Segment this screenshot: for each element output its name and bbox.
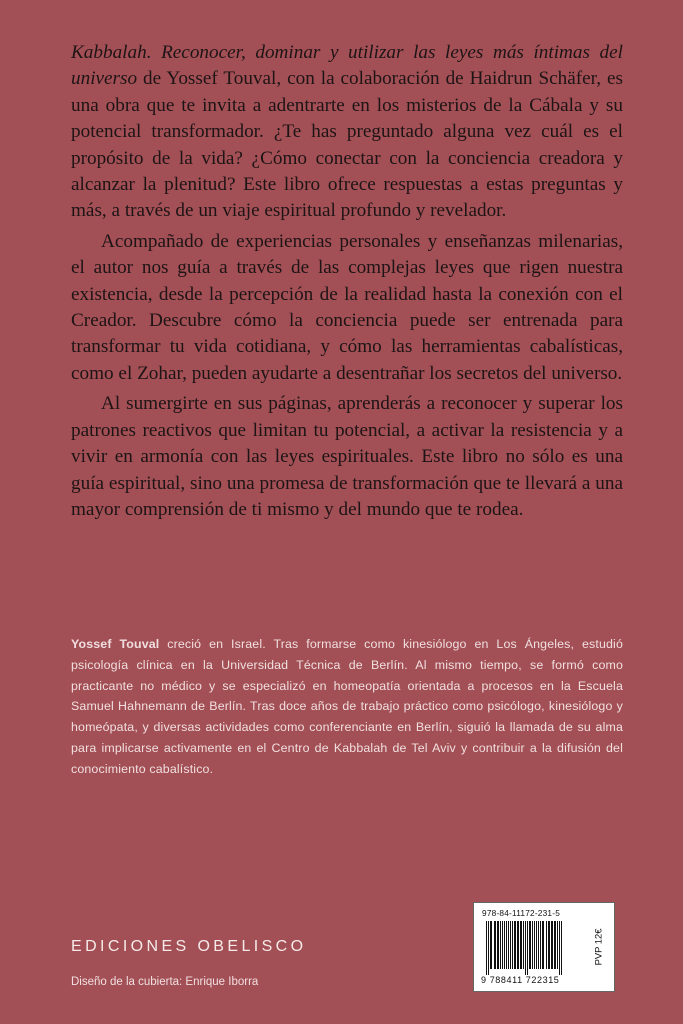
- book-title: Kabbalah. Reconocer, dominar y utilizar las leyes más íntimas del universo: [71, 42, 623, 90]
- description-paragraph-1: [71, 40, 623, 225]
- barcode-bar: [554, 921, 556, 969]
- barcode-bar: [494, 921, 496, 969]
- barcode-bar: [536, 921, 537, 969]
- ean-number: 9 788411 722315: [481, 975, 560, 985]
- barcode-bar: [548, 921, 550, 969]
- barcode-bar: [532, 921, 533, 969]
- barcode-bars: [484, 921, 582, 975]
- barcode-bar: [488, 921, 489, 975]
- barcode-bar: [546, 921, 547, 969]
- description-paragraph-2: Acompañado de experiencias personales y enseñanzas milenarias, el autor nos guía a través de las complejas leyes que rigen nuestra existencia, desde la percepción de la realidad hasta la conexión con el Creador. Descubre cómo la conciencia puede ser entrenada para transformar tu vida cotidiana, y cómo las herramientas cabalísticas, como el Zohar, pueden ayudarte a desentrañar los secretos del universo.: [71, 230, 623, 384]
- barcode-bar: [512, 921, 513, 969]
- barcode-bar: [510, 921, 511, 969]
- author-bio: [71, 634, 623, 780]
- author-name: Yossef Touval: [71, 637, 160, 651]
- barcode-bar: [508, 921, 509, 969]
- publisher-logo: EDICIONES OBELISCO: [71, 938, 307, 955]
- barcode-bar: [502, 921, 503, 969]
- barcode-label: [473, 902, 615, 992]
- price-tag: [588, 911, 608, 983]
- barcode-bar: [520, 921, 522, 969]
- barcode-bar: [534, 921, 535, 969]
- barcode-bar: [559, 921, 560, 975]
- barcode-bar: [525, 921, 526, 975]
- book-description: [71, 40, 623, 523]
- barcode-bar: [504, 921, 505, 969]
- barcode-bar: [561, 921, 562, 975]
- barcode-bar: [517, 921, 519, 969]
- barcode-bar: [486, 921, 487, 975]
- isbn-number: 978-84-11172-231-5: [482, 908, 561, 918]
- description-paragraph-3: Al sumergirte en sus páginas, aprenderás a reconocer y superar los patrones reactivos que limitan tu potencial, a activar la resistencia y a vivir en armonía con las leyes espirituales. Este libro no sólo es una guía espiritual, sino una promesa de transformación que te llevará a una mayor comprensión de ti mismo y del mundo que te rodea.: [71, 393, 623, 520]
- cover-design-credit: Diseño de la cubierta: Enrique Iborra: [71, 976, 259, 988]
- barcode-bar: [490, 921, 492, 969]
- barcode-bar: [557, 921, 558, 969]
- barcode-bar: [500, 921, 501, 969]
- barcode-bar: [514, 921, 516, 969]
- barcode-bar: [551, 921, 553, 969]
- barcode-bar: [527, 921, 528, 975]
- barcode-bar: [506, 921, 507, 969]
- author-bio-text: creció en Israel. Tras formarse como kinesiólogo en Los Ángeles, estudió psicología clínica en la Universidad Técnica de Berlín. Al mismo tiempo, se formó como practicante no médico y se especializó en homeopatía orientada a procesos en la Escuela Samuel Hahnemann de Berlín. Tras doce años de trabajo práctico como psicólogo, kinesiólogo y homeópata, y diversas actividades como conferenciante en Berlín, siguió la llamada de su alma para implicarse activamente en el Centro de Kabbalah de Tel Aviv y contribuir a la difusión del conocimiento cabalístico.: [71, 637, 623, 776]
- barcode-bar: [542, 921, 544, 969]
- price-text: PVP 12€: [592, 928, 604, 966]
- barcode-bar: [497, 921, 499, 969]
- barcode-bar: [523, 921, 524, 969]
- barcode-bar: [529, 921, 531, 969]
- description-paragraph-1-text: de Yossef Touval, con la colaboración de Haidrun Schäfer, es una obra que te invita a adentrarte en los misterios de la Cábala y su potencial transformador. ¿Te has preguntado alguna vez cuál es el propósito de la vida? ¿Cómo conectar con la conciencia creadora y alcanzar la plenitud? Este libro ofrece respuestas a estas preguntas y más, a través de un viaje espiritual profundo y revelador.: [71, 68, 623, 222]
- barcode-bar: [540, 921, 541, 969]
- barcode-bar: [538, 921, 539, 969]
